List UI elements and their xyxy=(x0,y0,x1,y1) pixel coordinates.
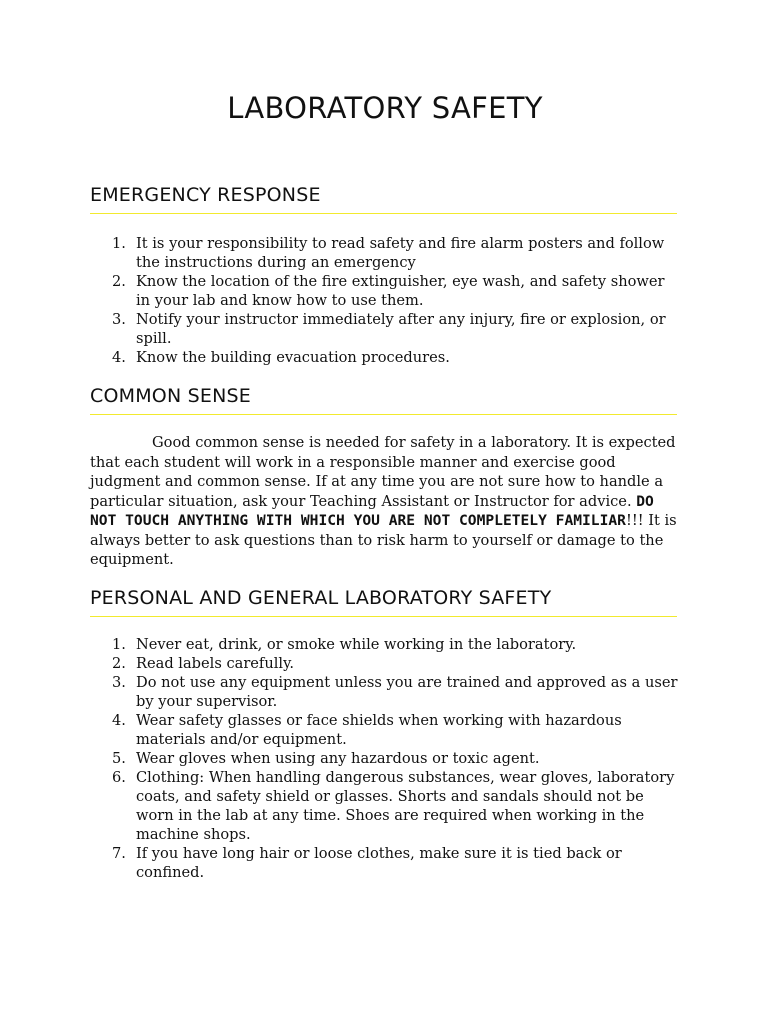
list-item-text: Do not use any equipment unless you are trained and approved as a user by your supervisor. xyxy=(136,674,678,710)
list-item xyxy=(90,844,680,882)
list-item-number: 2. xyxy=(112,655,126,672)
list-item-number: 4. xyxy=(112,349,126,366)
list-item-text: Notify your instructor immediately after any injury, fire or explosion, or spill. xyxy=(136,311,666,347)
list-item xyxy=(90,673,680,711)
paragraph-bold-warning: DO NOT TOUCH ANYTHING WITH WHICH YOU ARE NOT COMPLETELY FAMILIAR xyxy=(90,492,654,529)
section-heading-common-sense: COMMON SENSE xyxy=(90,383,677,415)
list-item-number: 6. xyxy=(112,769,126,786)
list-item xyxy=(90,234,680,272)
list-item-text: If you have long hair or loose clothes, make sure it is tied back or confined. xyxy=(136,845,622,881)
document-title: LABORATORY SAFETY xyxy=(227,91,543,125)
common-sense-paragraph xyxy=(90,433,680,570)
list-item xyxy=(90,654,680,673)
list-item-text: Wear gloves when using any hazardous or toxic agent. xyxy=(136,750,540,767)
list-item-number: 2. xyxy=(112,273,126,290)
list-item xyxy=(90,711,680,749)
emergency-response-list xyxy=(90,234,680,367)
paragraph-text-start: Good common sense is needed for safety in a laboratory. It is expected that each student will work in a responsible manner and exercise good judgment and common sense. If at any time you are not sure how to handle a particular situation, ask your Teaching Assistant or Instructor for advice. xyxy=(90,434,676,510)
list-item xyxy=(90,768,680,844)
list-item xyxy=(90,310,680,348)
list-item-number: 3. xyxy=(112,674,126,691)
personal-safety-list xyxy=(90,635,680,882)
list-item-number: 7. xyxy=(112,845,126,862)
list-item xyxy=(90,749,680,768)
list-item-number: 1. xyxy=(112,636,126,653)
list-item-text: Know the building evacuation procedures. xyxy=(136,349,450,366)
section-heading-personal-general-safety: PERSONAL AND GENERAL LABORATORY SAFETY xyxy=(90,585,677,617)
list-item-number: 3. xyxy=(112,311,126,328)
list-item-text: Clothing: When handling dangerous substances, wear gloves, laboratory coats, and safety shield or glasses. Shorts and sandals should not be worn in the lab at any time. Shoes are required when working in the machine shops. xyxy=(136,769,675,843)
list-item-text: Read labels carefully. xyxy=(136,655,295,672)
list-item-number: 5. xyxy=(112,750,126,767)
list-item-number: 1. xyxy=(112,235,126,252)
paragraph-text-end: !!! It is always better to ask questions than to risk harm to yourself or damage to the equipment. xyxy=(90,512,677,568)
list-item xyxy=(90,348,680,367)
list-item-text: Never eat, drink, or smoke while working in the laboratory. xyxy=(136,636,577,653)
list-item-text: It is your responsibility to read safety and fire alarm posters and follow the instructions during an emergency xyxy=(136,235,665,271)
list-item xyxy=(90,635,680,654)
list-item-text: Wear safety glasses or face shields when working with hazardous materials and/or equipment. xyxy=(136,712,622,748)
list-item-text: Know the location of the fire extinguisher, eye wash, and safety shower in your lab and know how to use them. xyxy=(136,273,665,309)
list-item-number: 4. xyxy=(112,712,126,729)
section-heading-emergency-response: EMERGENCY RESPONSE xyxy=(90,182,677,214)
list-item xyxy=(90,272,680,310)
